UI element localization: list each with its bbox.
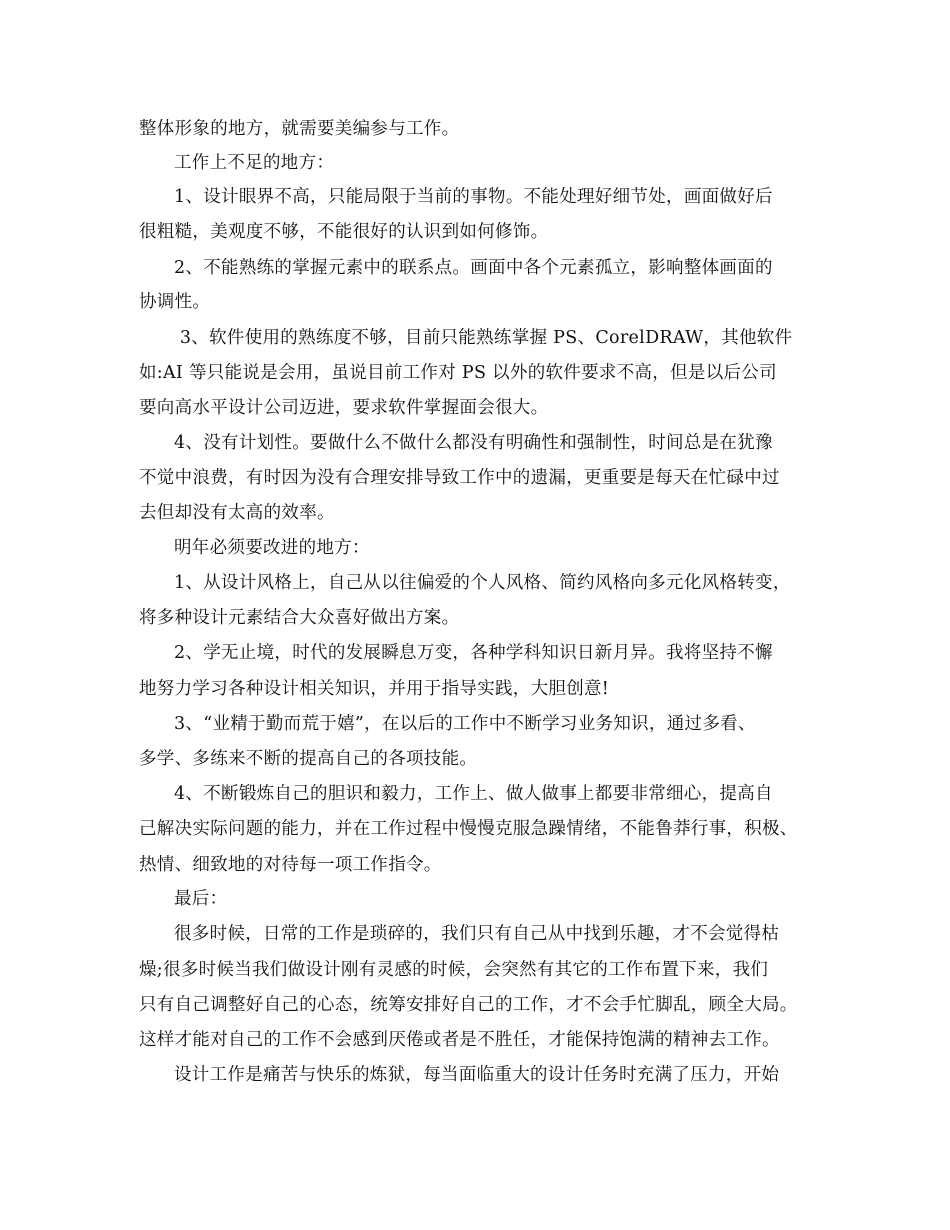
text-line: 很多时候，日常的工作是琐碎的，我们只有自己从中找到乐趣，才不会觉得枯 (174, 924, 780, 944)
text-line: 要向高水平设计公司迈进，要求软件掌握面会很大。 (139, 398, 549, 418)
text-line: 去但却没有太高的效率。 (139, 503, 335, 523)
text-line: 1、设计眼界不高，只能局限于当前的事物。不能处理好细节处，画面做好后 (174, 187, 773, 207)
text-line: 如:AI 等只能说是会用，虽说目前工作对 PS 以外的软件要求不高，但是以后公司 (139, 363, 777, 383)
text-line: 只有自己调整好自己的心态，统筹安排好自己的工作，才不会手忙脚乱，顾全大局。 (139, 995, 798, 1015)
text-line: 协调性。 (139, 292, 211, 312)
text-line: 4、不断锻炼自己的胆识和毅力，工作上、做人做事上都要非常细心，提高自 (174, 784, 773, 804)
text-line: 燥;很多时候当我们做设计刚有灵感的时候，会突然有其它的工作布置下来，我们 (139, 960, 769, 980)
text-line: 整体形象的地方，就需要美编参与工作。 (139, 119, 460, 139)
text-line: 己解决实际问题的能力，并在工作过程中慢慢克服急躁情绪，不能鲁莽行事，积极、 (139, 819, 798, 839)
text-line: 很粗糙，美观度不够，不能很好的认识到如何修饰。 (139, 222, 549, 242)
text-line: 1、从设计风格上，自己从以往偏爱的个人风格、简约风格向多元化风格转变， (174, 573, 791, 593)
text-line: 不觉中浪费，有时因为没有合理安排导致工作中的遗漏，更重要是每天在忙碌中过 (139, 468, 780, 488)
text-line: 多学、多练来不断的提高自己的各项技能。 (139, 749, 478, 769)
text-line: 设计工作是痛苦与快乐的炼狱，每当面临重大的设计任务时充满了压力，开始 (174, 1065, 780, 1085)
section-heading: 明年必须要改进的地方： (174, 538, 370, 558)
text-line: 热情、细致地的对待每一项工作指令。 (139, 855, 442, 875)
text-line: 地努力学习各种设计相关知识，并用于指导实践，大胆创意! (139, 679, 610, 699)
text-line: 将多种设计元素结合大众喜好做出方案。 (139, 608, 460, 628)
section-heading: 工作上不足的地方： (174, 153, 335, 173)
text-line: 2、学无止境，时代的发展瞬息万变，各种学科知识日新月异。我将坚持不懈 (174, 643, 773, 663)
text-line: 3、“业精于勤而荒于嬉”，在以后的工作中不断学习业务知识，通过多看、 (174, 714, 756, 734)
text-line: 2、不能熟练的掌握元素中的联系点。画面中各个元素孤立，影响整体画面的 (174, 258, 773, 278)
section-heading: 最后： (174, 889, 228, 909)
text-line: 这样才能对自己的工作不会感到厌倦或者是不胜任，才能保持饱满的精神去工作。 (139, 1030, 780, 1050)
text-line: 4、没有计划性。要做什么不做什么都没有明确性和强制性，时间总是在犹豫 (174, 433, 773, 453)
text-line: 3、软件使用的熟练度不够，目前只能熟练掌握 PS、CorelDRAW，其他软件 (174, 328, 793, 348)
